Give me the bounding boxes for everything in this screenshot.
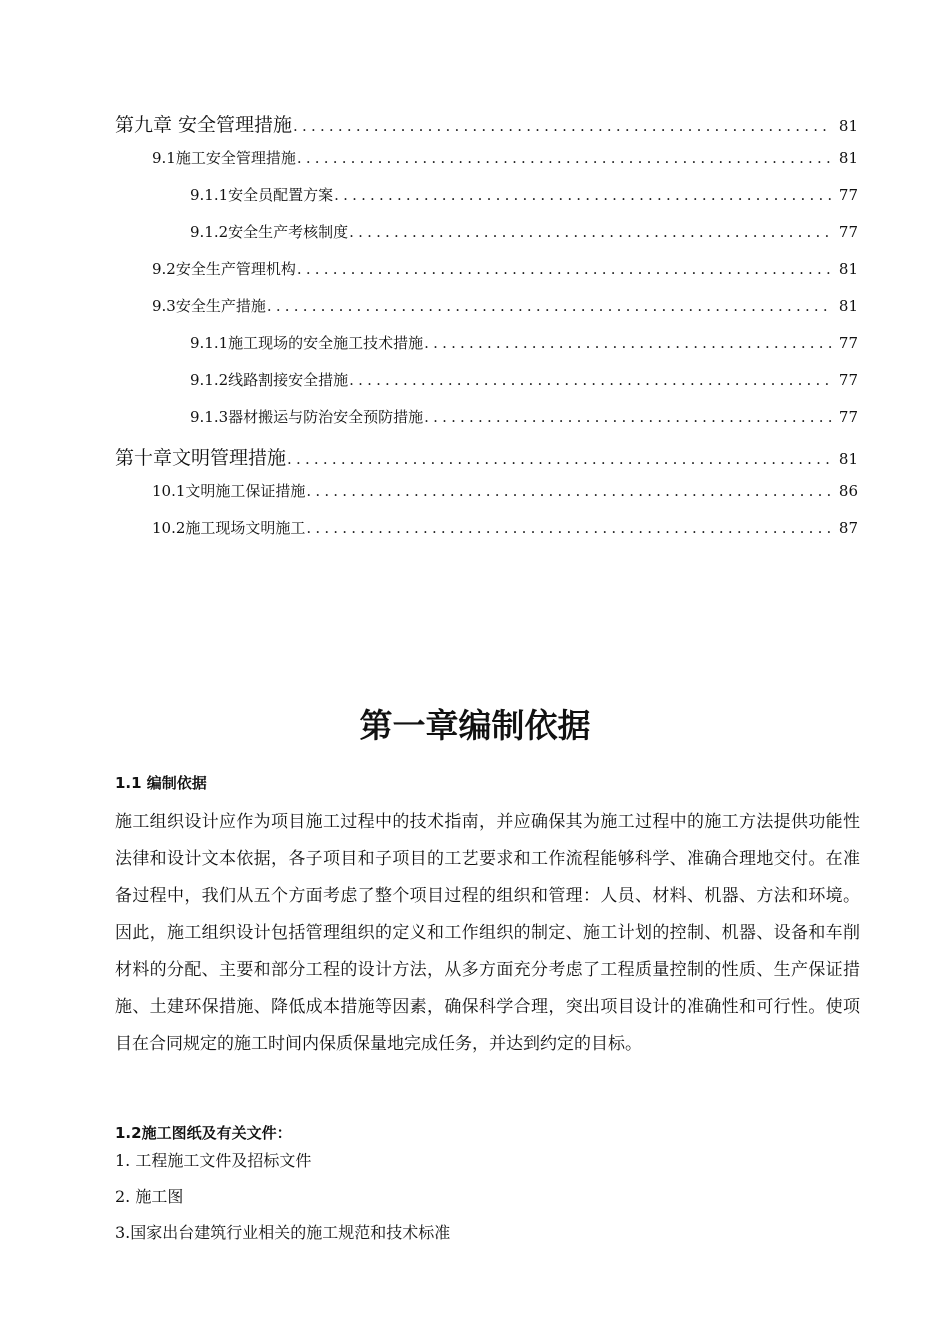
toc-leader-dots — [334, 186, 832, 204]
toc-entry-label: 第十章文明管理措施 — [115, 447, 287, 469]
toc-leader-dots — [349, 371, 832, 389]
toc-entry-label: 9.1.1安全员配置方案 — [190, 186, 334, 204]
toc-leader-dots — [424, 334, 832, 352]
toc-entry-label: 9.1.2安全生产考核制度 — [190, 223, 349, 241]
chapter-title: 第一章编制依据 — [359, 706, 591, 745]
toc-entry-9-1-1[interactable] — [0, 184, 950, 221]
toc-entry-page: 81 — [838, 450, 858, 468]
toc-entry-10-1[interactable] — [0, 480, 950, 517]
toc-entry-page: 81 — [838, 260, 858, 278]
toc-entry-9-3-3[interactable] — [0, 406, 950, 443]
toc-entry-page: 77 — [838, 408, 858, 426]
toc-leader-dots — [424, 408, 832, 426]
toc-entry-label: 10.2施工现场文明施工 — [152, 519, 306, 537]
toc-entry-label: 第九章 安全管理措施 — [115, 114, 293, 136]
toc-entry-label: 9.1.2线路割接安全措施 — [190, 371, 349, 389]
toc-entry-9-3-1[interactable] — [0, 332, 950, 369]
toc-leader-dots — [349, 223, 832, 241]
toc-entry-page: 81 — [838, 117, 858, 135]
list-item: 3.国家出台建筑行业相关的施工规范和技术标准 — [115, 1223, 451, 1242]
toc-entry-9-1-2[interactable] — [0, 221, 950, 258]
toc-entry-page: 86 — [838, 482, 858, 500]
toc-entry-label: 9.1施工安全管理措施 — [152, 149, 296, 167]
toc-entry-label: 9.1.3器材搬运与防治安全预防措施 — [190, 408, 424, 426]
body-paragraph: 施工组织设计应作为项目施工过程中的技术指南，并应确保其为施工过程中的施工方法提供功能性法律和设计文本依据，各子项目和子项目的工艺要求和工作流程能够科学、准确合理地交付。在准备过程中，我们从五个方面考虑了整个项目过程的组织和管理：人员、材料、机器、方法和环境。因此，施工组织设计包括管理组织的定义和工作组织的制定、施工计划的控制、机器、设备和车削材料的分配、主要和部分工程的设计方法，从多方面充分考虑了工程质量控制的性质、生产保证措施、土建环保措施、降低成本措施等因素，确保科学合理，突出项目设计的准确性和可行性。使项目在合同规定的施工时间内保质保量地完成任务，并达到约定的目标。 — [115, 812, 860, 1054]
list-item: 2. 施工图 — [115, 1187, 184, 1206]
toc-entry-9-3-2[interactable] — [0, 369, 950, 406]
toc-entry-9-2[interactable] — [0, 258, 950, 295]
toc-entry-9-3[interactable] — [0, 295, 950, 332]
toc-entry-page: 77 — [838, 371, 858, 389]
toc-entry-page: 77 — [838, 186, 858, 204]
toc-leader-dots — [267, 297, 832, 315]
toc-leader-dots — [293, 117, 832, 135]
toc-entry-label: 10.1文明施工保证措施 — [152, 482, 306, 500]
toc-leader-dots — [297, 260, 832, 278]
toc-entry-label: 9.1.1施工现场的安全施工技术措施 — [190, 334, 424, 352]
toc-entry-9-1[interactable] — [0, 147, 950, 184]
list-item: 1. 工程施工文件及招标文件 — [115, 1151, 312, 1170]
toc-entry-10-2[interactable] — [0, 517, 950, 554]
toc-entry-chapter-10[interactable] — [0, 443, 950, 480]
toc-entry-page: 77 — [838, 334, 858, 352]
toc-entry-label: 9.3安全生产措施 — [152, 297, 266, 315]
toc-entry-chapter-9[interactable] — [0, 110, 950, 147]
toc-entry-page: 81 — [838, 149, 858, 167]
table-of-contents — [0, 110, 950, 554]
section-heading-1-2: 1.2施工图纸及有关文件： — [115, 1124, 292, 1142]
toc-entry-page: 77 — [838, 223, 858, 241]
toc-entry-page: 87 — [838, 519, 858, 537]
toc-entry-page: 81 — [838, 297, 858, 315]
toc-leader-dots — [287, 450, 832, 468]
toc-leader-dots — [306, 519, 832, 537]
toc-entry-label: 9.2安全生产管理机构 — [152, 260, 296, 278]
toc-leader-dots — [306, 482, 832, 500]
toc-leader-dots — [297, 149, 832, 167]
section-heading-1-1: 1.1 编制依据 — [115, 774, 207, 792]
